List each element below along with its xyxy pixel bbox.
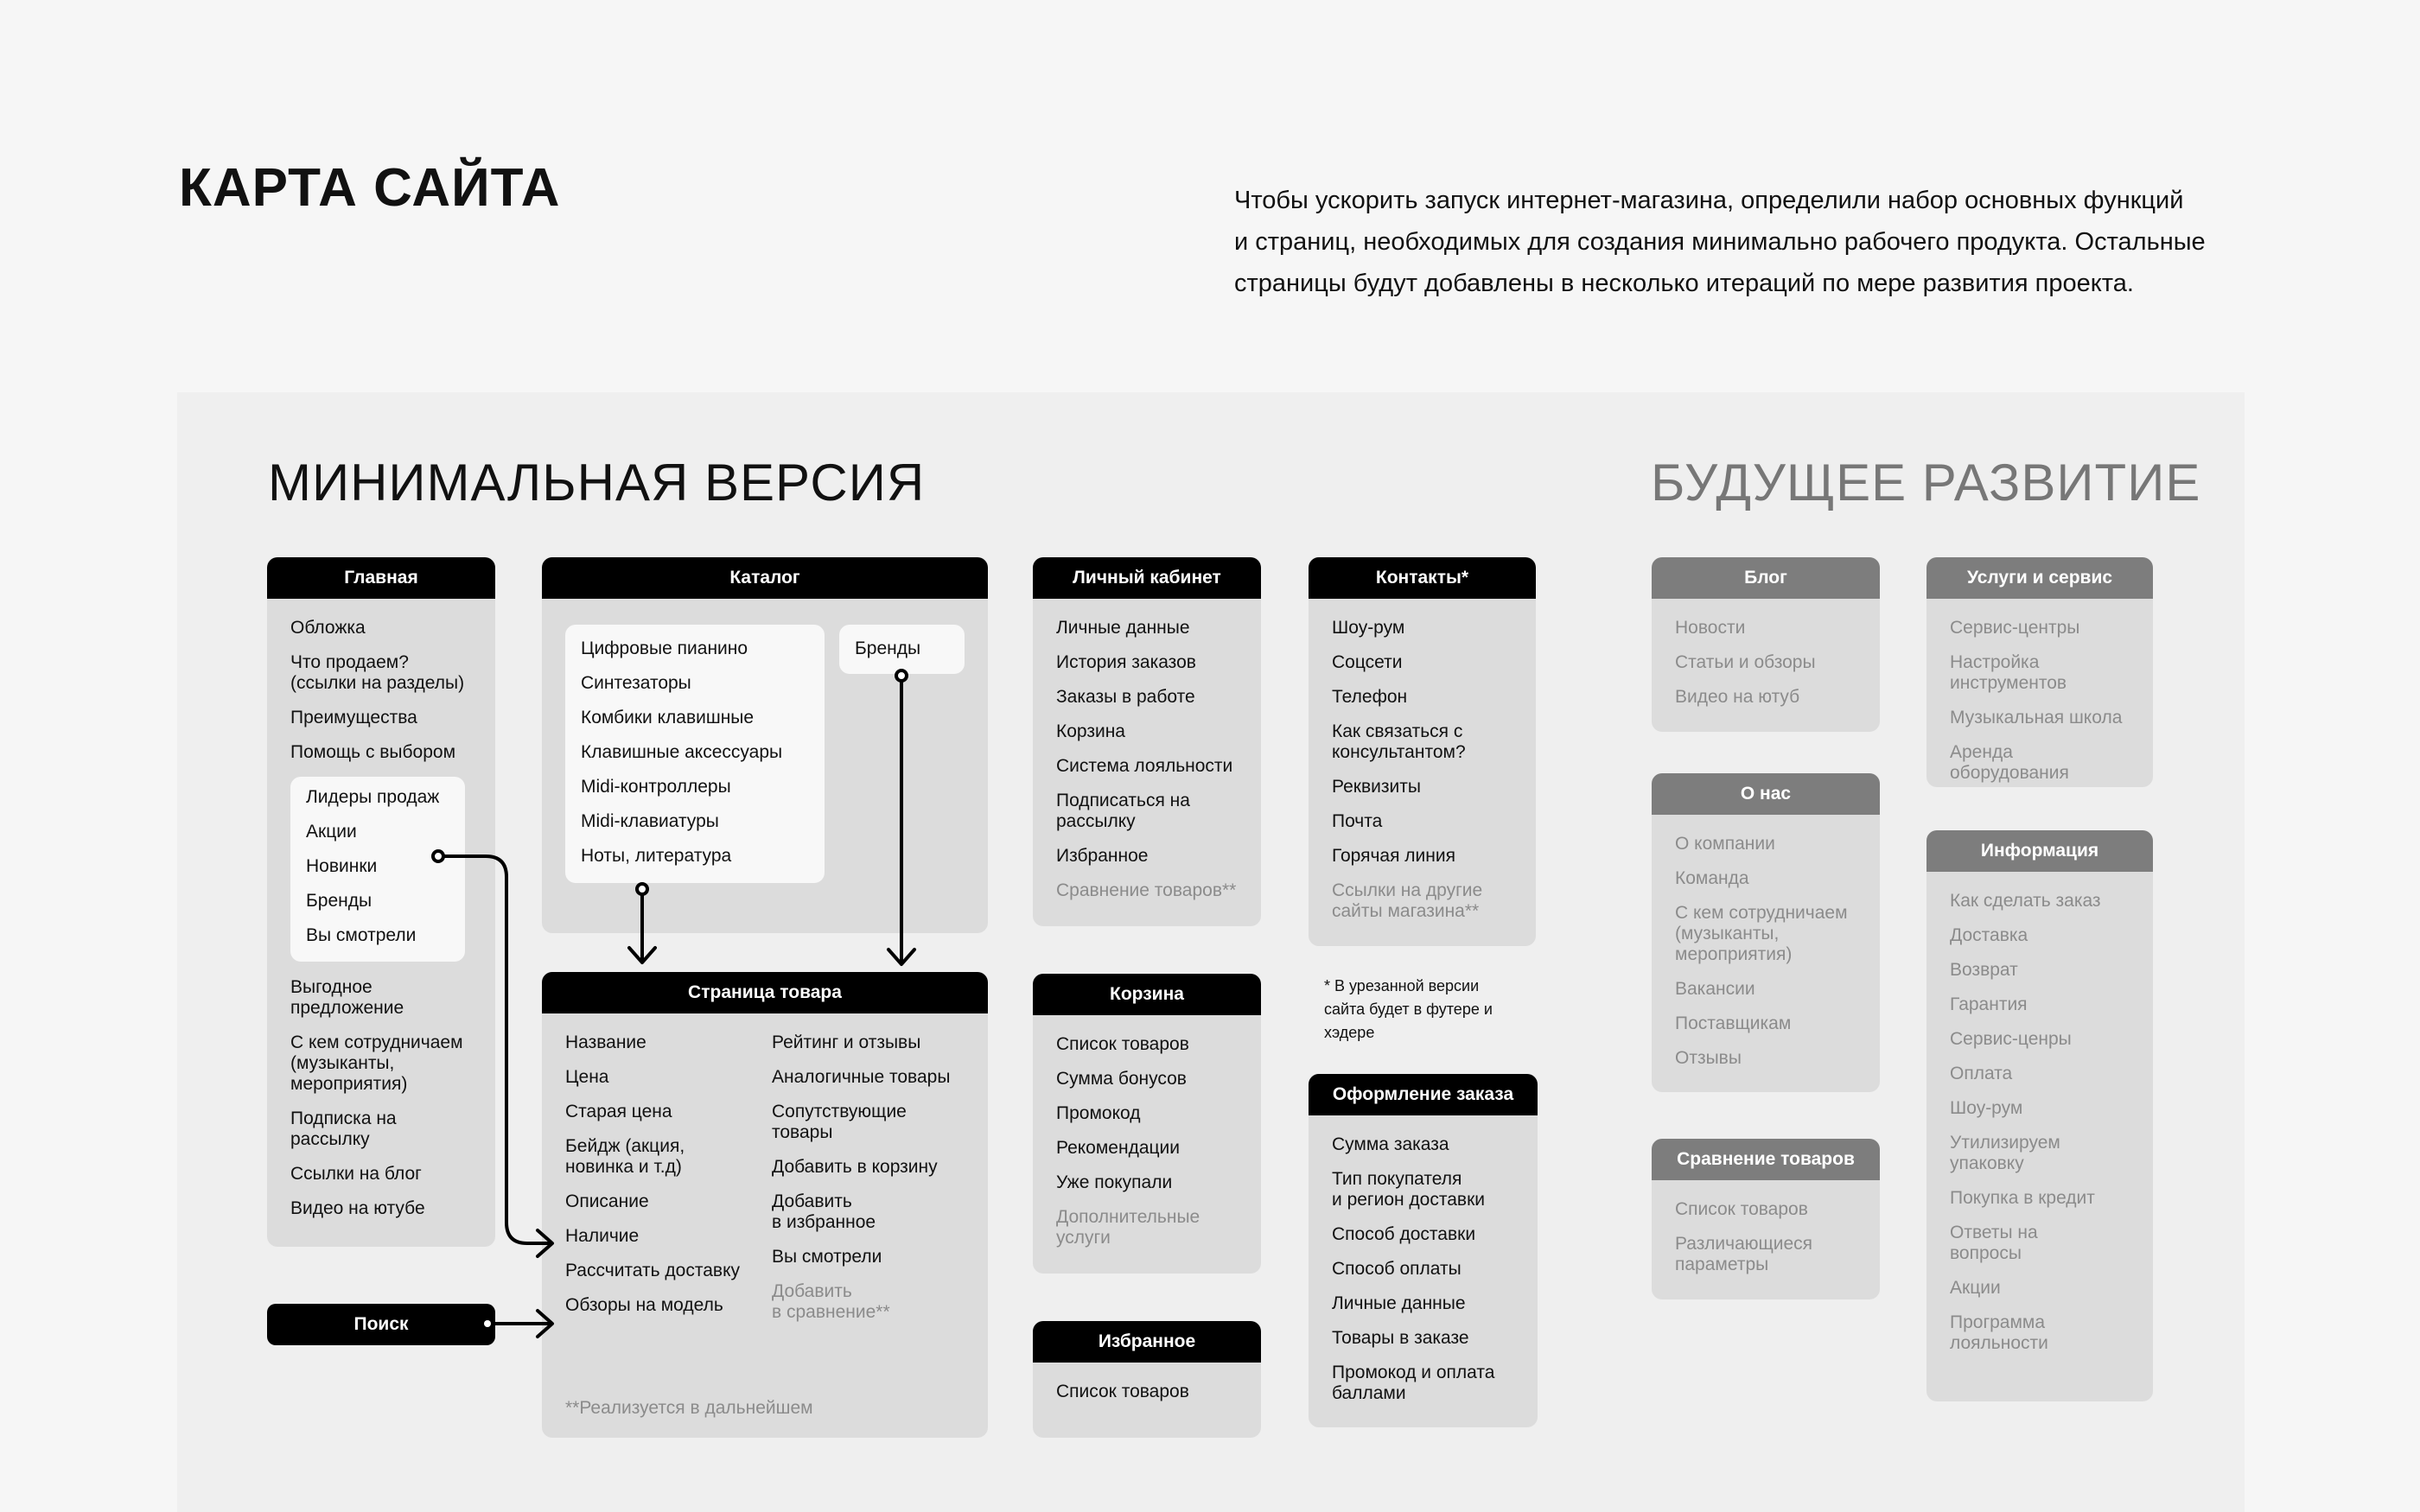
list-item[interactable]: Видео на ютуб (1675, 687, 1800, 707)
list-item[interactable]: Акции (306, 822, 357, 842)
list-item[interactable]: Ссылки на другие сайты магазина** (1332, 880, 1483, 921)
list-item[interactable]: Личные данные (1056, 618, 1190, 638)
list-item[interactable]: Гарантия (1950, 994, 2028, 1014)
list-item[interactable]: Способ оплаты (1332, 1259, 1462, 1279)
services-card-body (1926, 599, 2153, 784)
list-item[interactable]: Обзоры на модель (565, 1295, 723, 1315)
list-item[interactable]: С кем сотрудничаем (музыканты, мероприятия) (1675, 903, 1848, 964)
list-item[interactable]: Цена (565, 1067, 609, 1087)
list-item[interactable]: Реквизиты (1332, 777, 1421, 797)
list-item[interactable]: Личные данные (1332, 1293, 1466, 1313)
list-item[interactable]: Сервис-центры (1950, 618, 2080, 638)
about-card (1652, 773, 1880, 1092)
list-item[interactable]: Промокод (1056, 1103, 1141, 1123)
list-item[interactable]: Способ доставки (1332, 1224, 1476, 1244)
list-item[interactable]: Наличие (565, 1226, 640, 1246)
list-item[interactable]: Что продаем? (ссылки на разделы) (290, 652, 465, 693)
list-item[interactable]: Список товаров (1056, 1034, 1189, 1054)
search-card[interactable]: Поиск (267, 1304, 495, 1345)
section-title-future: БУДУЩЕЕ РАЗВИТИЕ (1651, 454, 2201, 511)
list-item[interactable]: История заказов (1056, 652, 1196, 672)
page-title: КАРТА САЙТА (179, 158, 561, 218)
list-item[interactable]: Утилизируем упаковку (1950, 1133, 2060, 1173)
list-item[interactable]: Как сделать заказ (1950, 891, 2101, 911)
list-item[interactable]: Система лояльности (1056, 756, 1233, 776)
list-item[interactable]: Рейтинг и отзывы (772, 1032, 921, 1052)
list-item[interactable]: Вы смотрели (772, 1247, 882, 1267)
list-item[interactable]: Почта (1332, 811, 1383, 831)
list-item[interactable]: Как связаться с консультантом? (1332, 721, 1466, 762)
list-item[interactable]: Доставка (1950, 925, 2028, 945)
list-item[interactable]: Музыкальная школа (1950, 708, 2123, 727)
list-item[interactable]: Помощь с выбором (290, 742, 456, 762)
list-item[interactable]: Ноты, литература (581, 846, 732, 866)
services-card-title[interactable]: Услуги и сервис (1926, 557, 2153, 599)
list-item[interactable]: Ответы на вопросы (1950, 1223, 2038, 1263)
home-submenu (290, 777, 465, 962)
info-card-title[interactable]: Информация (1926, 830, 2153, 872)
list-item[interactable]: Новинки (306, 856, 378, 876)
compare-card (1652, 1139, 1880, 1299)
account-card-title[interactable]: Личный кабинет (1033, 557, 1261, 599)
list-item[interactable]: Новости (1675, 618, 1746, 638)
list-item[interactable]: Различающиеся параметры (1675, 1234, 1813, 1274)
list-item[interactable]: Дополнительные услуги (1056, 1207, 1200, 1248)
favorites-card-title[interactable]: Избранное (1033, 1321, 1261, 1363)
product-card (542, 972, 988, 1438)
catalog-card-body (542, 599, 988, 618)
list-item[interactable]: Midi-клавиатуры (581, 811, 719, 831)
blog-card-body (1652, 599, 1880, 708)
list-item[interactable]: Аналогичные товары (772, 1067, 951, 1087)
home-card (267, 557, 495, 1247)
list-item[interactable]: Вакансии (1675, 979, 1755, 999)
list-item[interactable]: Описание (565, 1191, 649, 1211)
catalog-card-title[interactable]: Каталог (542, 557, 988, 599)
list-item[interactable]: Рекомендации (1056, 1138, 1181, 1158)
checkout-card (1309, 1074, 1538, 1427)
checkout-card-title[interactable]: Оформление заказа (1309, 1074, 1538, 1115)
list-item[interactable]: Возврат (1950, 960, 2018, 980)
list-item[interactable]: Соцсети (1332, 652, 1403, 672)
list-item[interactable]: Бейдж (акция, новинка и т.д) (565, 1136, 685, 1177)
list-item[interactable]: Преимущества (290, 708, 417, 727)
contacts-footnote: * В урезанной версии сайта будет в футере и хэдере (1324, 977, 1493, 1041)
list-item[interactable]: Промокод и оплата баллами (1332, 1363, 1495, 1403)
list-item[interactable]: Midi-контроллеры (581, 777, 731, 797)
list-item[interactable]: Бренды (855, 638, 921, 658)
list-item[interactable]: Сопутствующие товары (772, 1102, 907, 1142)
services-card (1926, 557, 2153, 787)
list-item[interactable]: Вы смотрели (306, 925, 417, 945)
list-item[interactable]: Уже покупали (1056, 1172, 1173, 1192)
about-card-body (1652, 815, 1880, 1069)
list-item[interactable]: Поставщикам (1675, 1013, 1792, 1033)
list-item[interactable]: Клавишные аксессуары (581, 742, 783, 762)
product-footnote: **Реализуется в дальнейшем (565, 1398, 813, 1418)
list-item[interactable]: Обложка (290, 618, 366, 638)
list-item[interactable]: Название (565, 1032, 646, 1052)
catalog-categories (565, 625, 825, 883)
list-item[interactable]: Шоу-рум (1332, 618, 1405, 638)
list-item[interactable]: Подписка на рассылку (290, 1109, 397, 1149)
list-item[interactable]: Команда (1675, 868, 1749, 888)
list-item[interactable]: Выгодное предложение (290, 977, 404, 1018)
list-item[interactable]: Оплата (1950, 1064, 2013, 1083)
catalog-brands (839, 625, 965, 674)
list-item[interactable]: Горячая линия (1332, 846, 1455, 866)
list-item[interactable]: Добавить в избранное (772, 1191, 876, 1232)
home-card-body (267, 599, 495, 1219)
list-item[interactable]: О компании (1675, 834, 1775, 854)
list-item[interactable]: Сумма бонусов (1056, 1069, 1187, 1089)
section-title-minimal: МИНИМАЛЬНАЯ ВЕРСИЯ (268, 454, 926, 511)
info-card-body (1926, 872, 2153, 1354)
about-card-title[interactable]: О нас (1652, 773, 1880, 815)
account-card-body (1033, 599, 1261, 901)
list-item[interactable]: Покупка в кредит (1950, 1188, 2095, 1208)
list-item[interactable]: Программа лояльности (1950, 1312, 2048, 1353)
catalog-card (542, 557, 988, 933)
list-item[interactable]: Синтезаторы (581, 673, 691, 693)
list-item[interactable]: Ссылки на блог (290, 1164, 422, 1184)
list-item[interactable]: Список товаров (1056, 1382, 1189, 1401)
list-item[interactable]: Акции (1950, 1278, 2001, 1298)
list-item[interactable]: Аренда оборудования (1950, 742, 2069, 783)
blog-card (1652, 557, 1880, 732)
product-card-body (542, 1013, 988, 1032)
blog-card-title[interactable]: Блог (1652, 557, 1880, 599)
checkout-card-body (1309, 1115, 1538, 1404)
list-item[interactable]: Лидеры продаж (306, 787, 440, 807)
list-item[interactable]: Цифровые пианино (581, 638, 748, 658)
list-item[interactable]: Сервис-ценры (1950, 1029, 2072, 1049)
favorites-card-body (1033, 1363, 1261, 1402)
list-item[interactable]: Настройка инструментов (1950, 652, 2067, 693)
list-item[interactable]: Добавить в сравнение** (772, 1281, 890, 1322)
list-item[interactable]: Видео на ютубе (290, 1198, 425, 1218)
list-item[interactable]: Избранное (1056, 846, 1149, 866)
list-item[interactable]: Рассчитать доставку (565, 1261, 740, 1280)
cart-card-body (1033, 1015, 1261, 1248)
list-item[interactable]: Список товаров (1675, 1199, 1808, 1219)
list-item[interactable]: Комбики клавишные (581, 708, 755, 727)
list-item[interactable]: С кем сотрудничаем (музыканты, мероприятия) (290, 1032, 463, 1094)
list-item[interactable]: Тип покупателя и регион доставки (1332, 1169, 1485, 1210)
home-card-title[interactable]: Главная (267, 557, 495, 599)
list-item[interactable]: Бренды (306, 891, 373, 911)
account-card (1033, 557, 1261, 926)
info-card (1926, 830, 2153, 1401)
compare-card-title[interactable]: Сравнение товаров (1652, 1139, 1880, 1180)
list-item[interactable]: Шоу-рум (1950, 1098, 2023, 1118)
contacts-card-body (1309, 599, 1536, 922)
cart-card-title[interactable]: Корзина (1033, 974, 1261, 1015)
list-item[interactable]: Телефон (1332, 687, 1408, 707)
list-item[interactable]: Заказы в работе (1056, 687, 1195, 707)
list-item[interactable]: Сумма заказа (1332, 1134, 1449, 1154)
list-item[interactable]: Старая цена (565, 1102, 672, 1121)
favorites-card (1033, 1321, 1261, 1438)
cart-card (1033, 974, 1261, 1274)
list-item[interactable]: Товары в заказе (1332, 1328, 1469, 1348)
product-left-column (565, 1032, 740, 1330)
product-card-title[interactable]: Страница товара (542, 972, 988, 1013)
contacts-card-title[interactable]: Контакты* (1309, 557, 1536, 599)
list-item[interactable]: Подписаться на рассылку (1056, 791, 1190, 831)
page-description: Чтобы ускорить запуск интернет-магазина, определили набор основных функций и страниц, необходимых для создания минимально рабочего продукта. Остальные страницы будут добавлены в несколько итераций по мере развития проекта. (1234, 187, 2206, 297)
contacts-card (1309, 557, 1536, 946)
product-right-column (772, 1032, 950, 1337)
list-item[interactable]: Добавить в корзину (772, 1157, 938, 1177)
list-item[interactable]: Отзывы (1675, 1048, 1742, 1068)
list-item[interactable]: Корзина (1056, 721, 1125, 741)
compare-card-body (1652, 1180, 1880, 1275)
list-item[interactable]: Статьи и обзоры (1675, 652, 1816, 672)
list-item[interactable]: Сравнение товаров** (1056, 880, 1237, 900)
